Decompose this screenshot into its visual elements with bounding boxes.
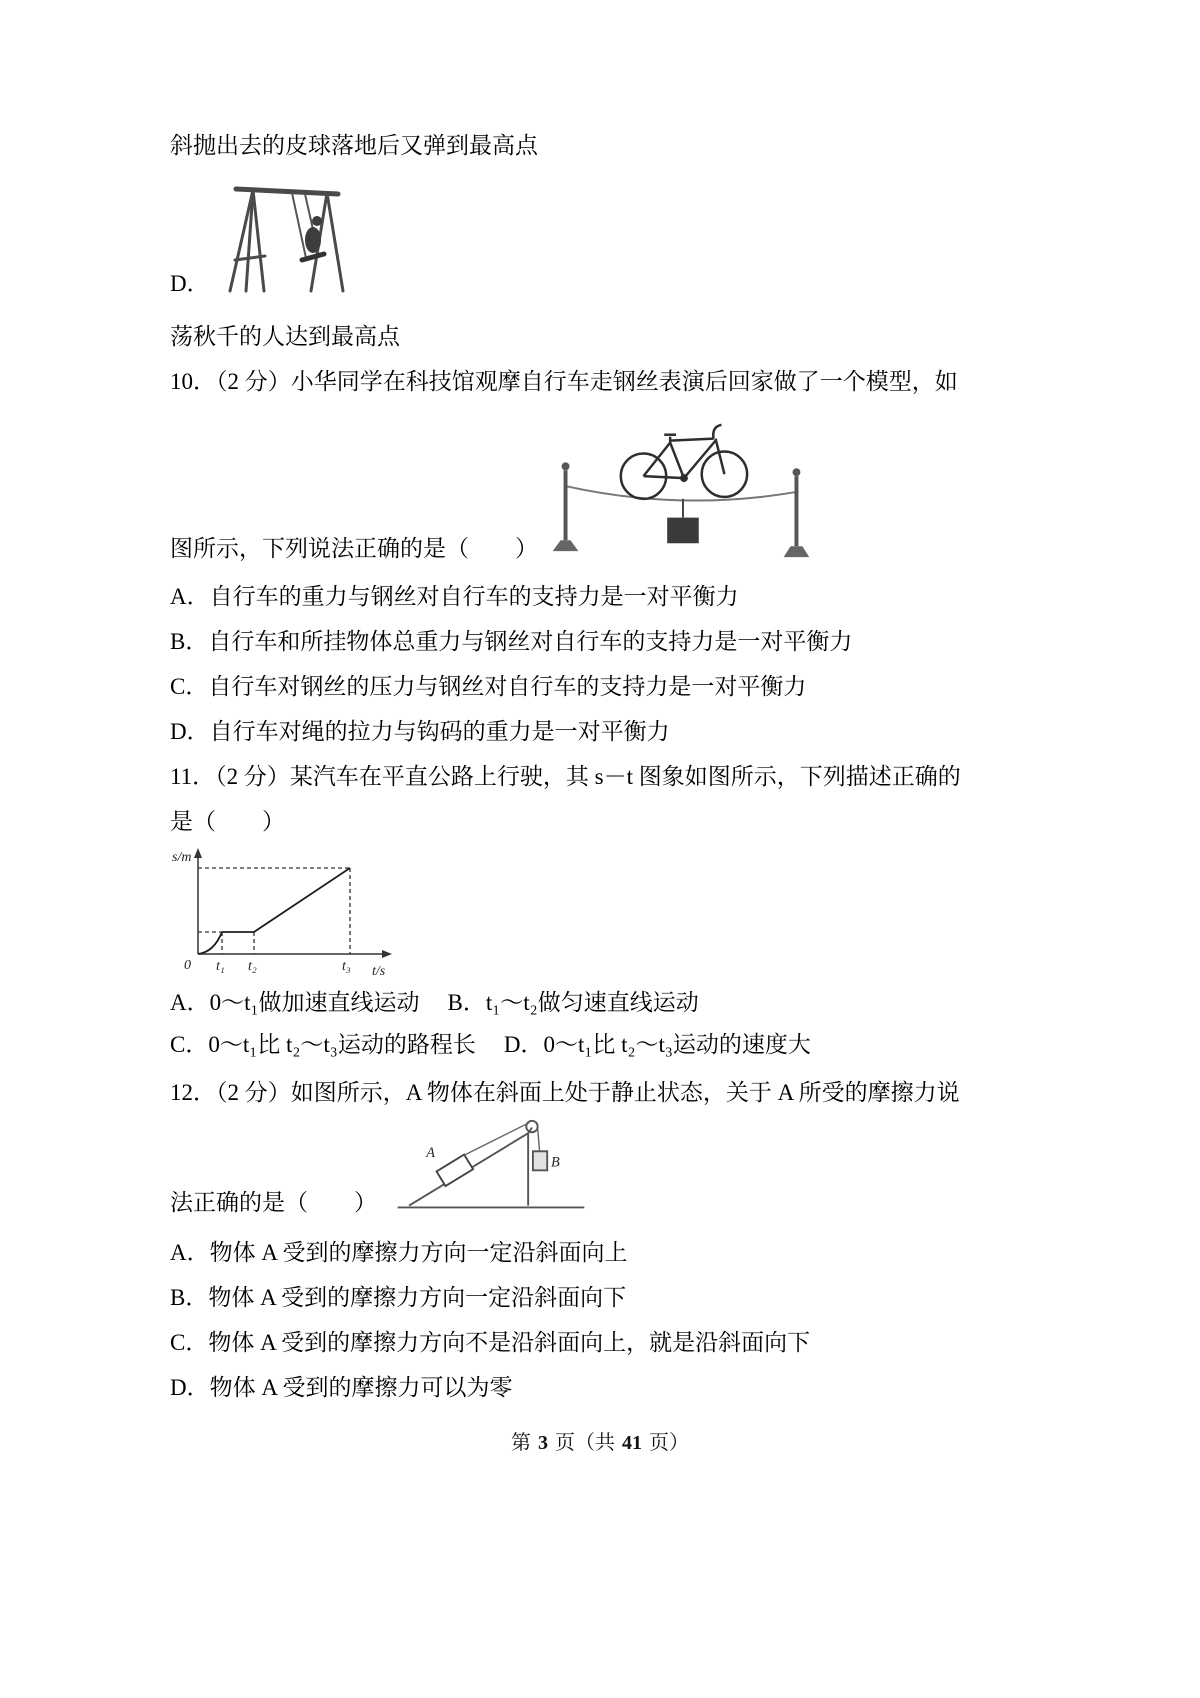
x-axis-arrow [382,950,392,958]
footer-suffix: 页） [644,1432,689,1454]
q12-stem-line2: 法正确的是（ ） [170,1190,377,1215]
graph-origin-label: 0 [184,958,191,973]
q11-option-a: A．0～t₁做加速直线运动 [170,990,420,1015]
q10-stem-line2: 图所示，下列说法正确的是（ ） [170,536,538,561]
block-b [533,1151,547,1170]
incline-pulley-figure [391,1117,591,1217]
swing-figure [220,178,360,298]
graph-t1-label: t₁ [216,959,225,974]
q9-option-d-text: 荡秋千的人达到最高点 [170,324,400,349]
q12-option-c: C．物体 A 受到的摩擦力方向不是沿斜面向上，就是沿斜面向下 [170,1330,811,1355]
swing-person-head [312,216,322,226]
q12-stem-line1: 12．（2 分）如图所示，A 物体在斜面上处于静止状态，关于 A 所受的摩擦力说 [170,1080,960,1105]
block-a-label: A [426,1145,435,1161]
block-a [437,1155,474,1187]
q11-stem-line2: 是（ ） [170,809,285,834]
swing-frame-legs [230,190,343,291]
q11-stem-line1: 11．（2 分）某汽车在平直公路上行驶，其 s－t 图象如图所示，下列描述正确的 [170,764,961,789]
q10-figure-row [170,413,1050,563]
graph-t3-label: t₃ [342,959,351,974]
q12-figure-row [170,1117,1050,1217]
q10-stem-line1: 10．（2 分）小华同学在科技馆观摩自行车走钢丝表演后回家做了一个模型，如 [170,369,958,394]
footer-mid: 页（共 [550,1432,620,1454]
q11-option-d: D．0～t₁比 t₂～t₃运动的速度大 [503,1032,811,1057]
bicycle-tightrope-figure [546,413,816,563]
graph-x-label: t/s [372,964,386,979]
hanging-weight [667,518,699,544]
q9-option-c-text: 斜抛出去的皮球落地后又弹到最高点 [170,133,538,158]
rope-lower [538,1128,540,1151]
q10-option-b: B．自行车和所挂物体总重力与钢丝对自行车的支持力是一对平衡力 [170,629,853,654]
graph-y-label: s/m [172,850,192,865]
q11-option-b: B．t₁～t₂做匀速直线运动 [447,990,699,1015]
q12-option-d: D．物体 A 受到的摩擦力可以为零 [170,1375,513,1400]
y-axis-arrow [194,848,202,858]
graph-curve [198,868,350,954]
footer-prefix: 第 [511,1432,536,1454]
swing-person [305,227,321,253]
q9-option-d-label: D． [170,271,210,296]
q10-option-a: A．自行车的重力与钢丝对自行车的支持力是一对平衡力 [170,584,739,609]
bicycle-crank [680,474,688,482]
footer-page-number: 3 [538,1432,548,1454]
q12-option-a: A．物体 A 受到的摩擦力方向一定沿斜面向上 [170,1240,628,1265]
q11-option-c: C．0～t₁比 t₂～t₃运动的路程长 [170,1032,476,1057]
page-footer [0,1426,1200,1455]
q9-option-d-row [170,178,1050,298]
s-t-graph-figure [170,844,400,979]
graph-dashed-lines [198,868,350,954]
q10-option-d: D．自行车对绳的拉力与钩码的重力是一对平衡力 [170,719,670,744]
q10-option-c: C．自行车对钢丝的压力与钢丝对自行车的支持力是一对平衡力 [170,674,807,699]
q11-options-row2 [170,1031,1050,1059]
block-b-label: B [551,1154,560,1171]
right-post [784,468,810,557]
q11-options-row1 [170,989,1050,1017]
bicycle [621,425,747,499]
q12-option-b: B．物体 A 受到的摩擦力方向一定沿斜面向下 [170,1285,627,1310]
footer-total-pages: 41 [622,1432,642,1454]
left-post [553,462,579,551]
graph-axes [198,854,384,954]
tightrope-wire [566,486,797,501]
graph-t2-label: t₂ [248,959,257,974]
